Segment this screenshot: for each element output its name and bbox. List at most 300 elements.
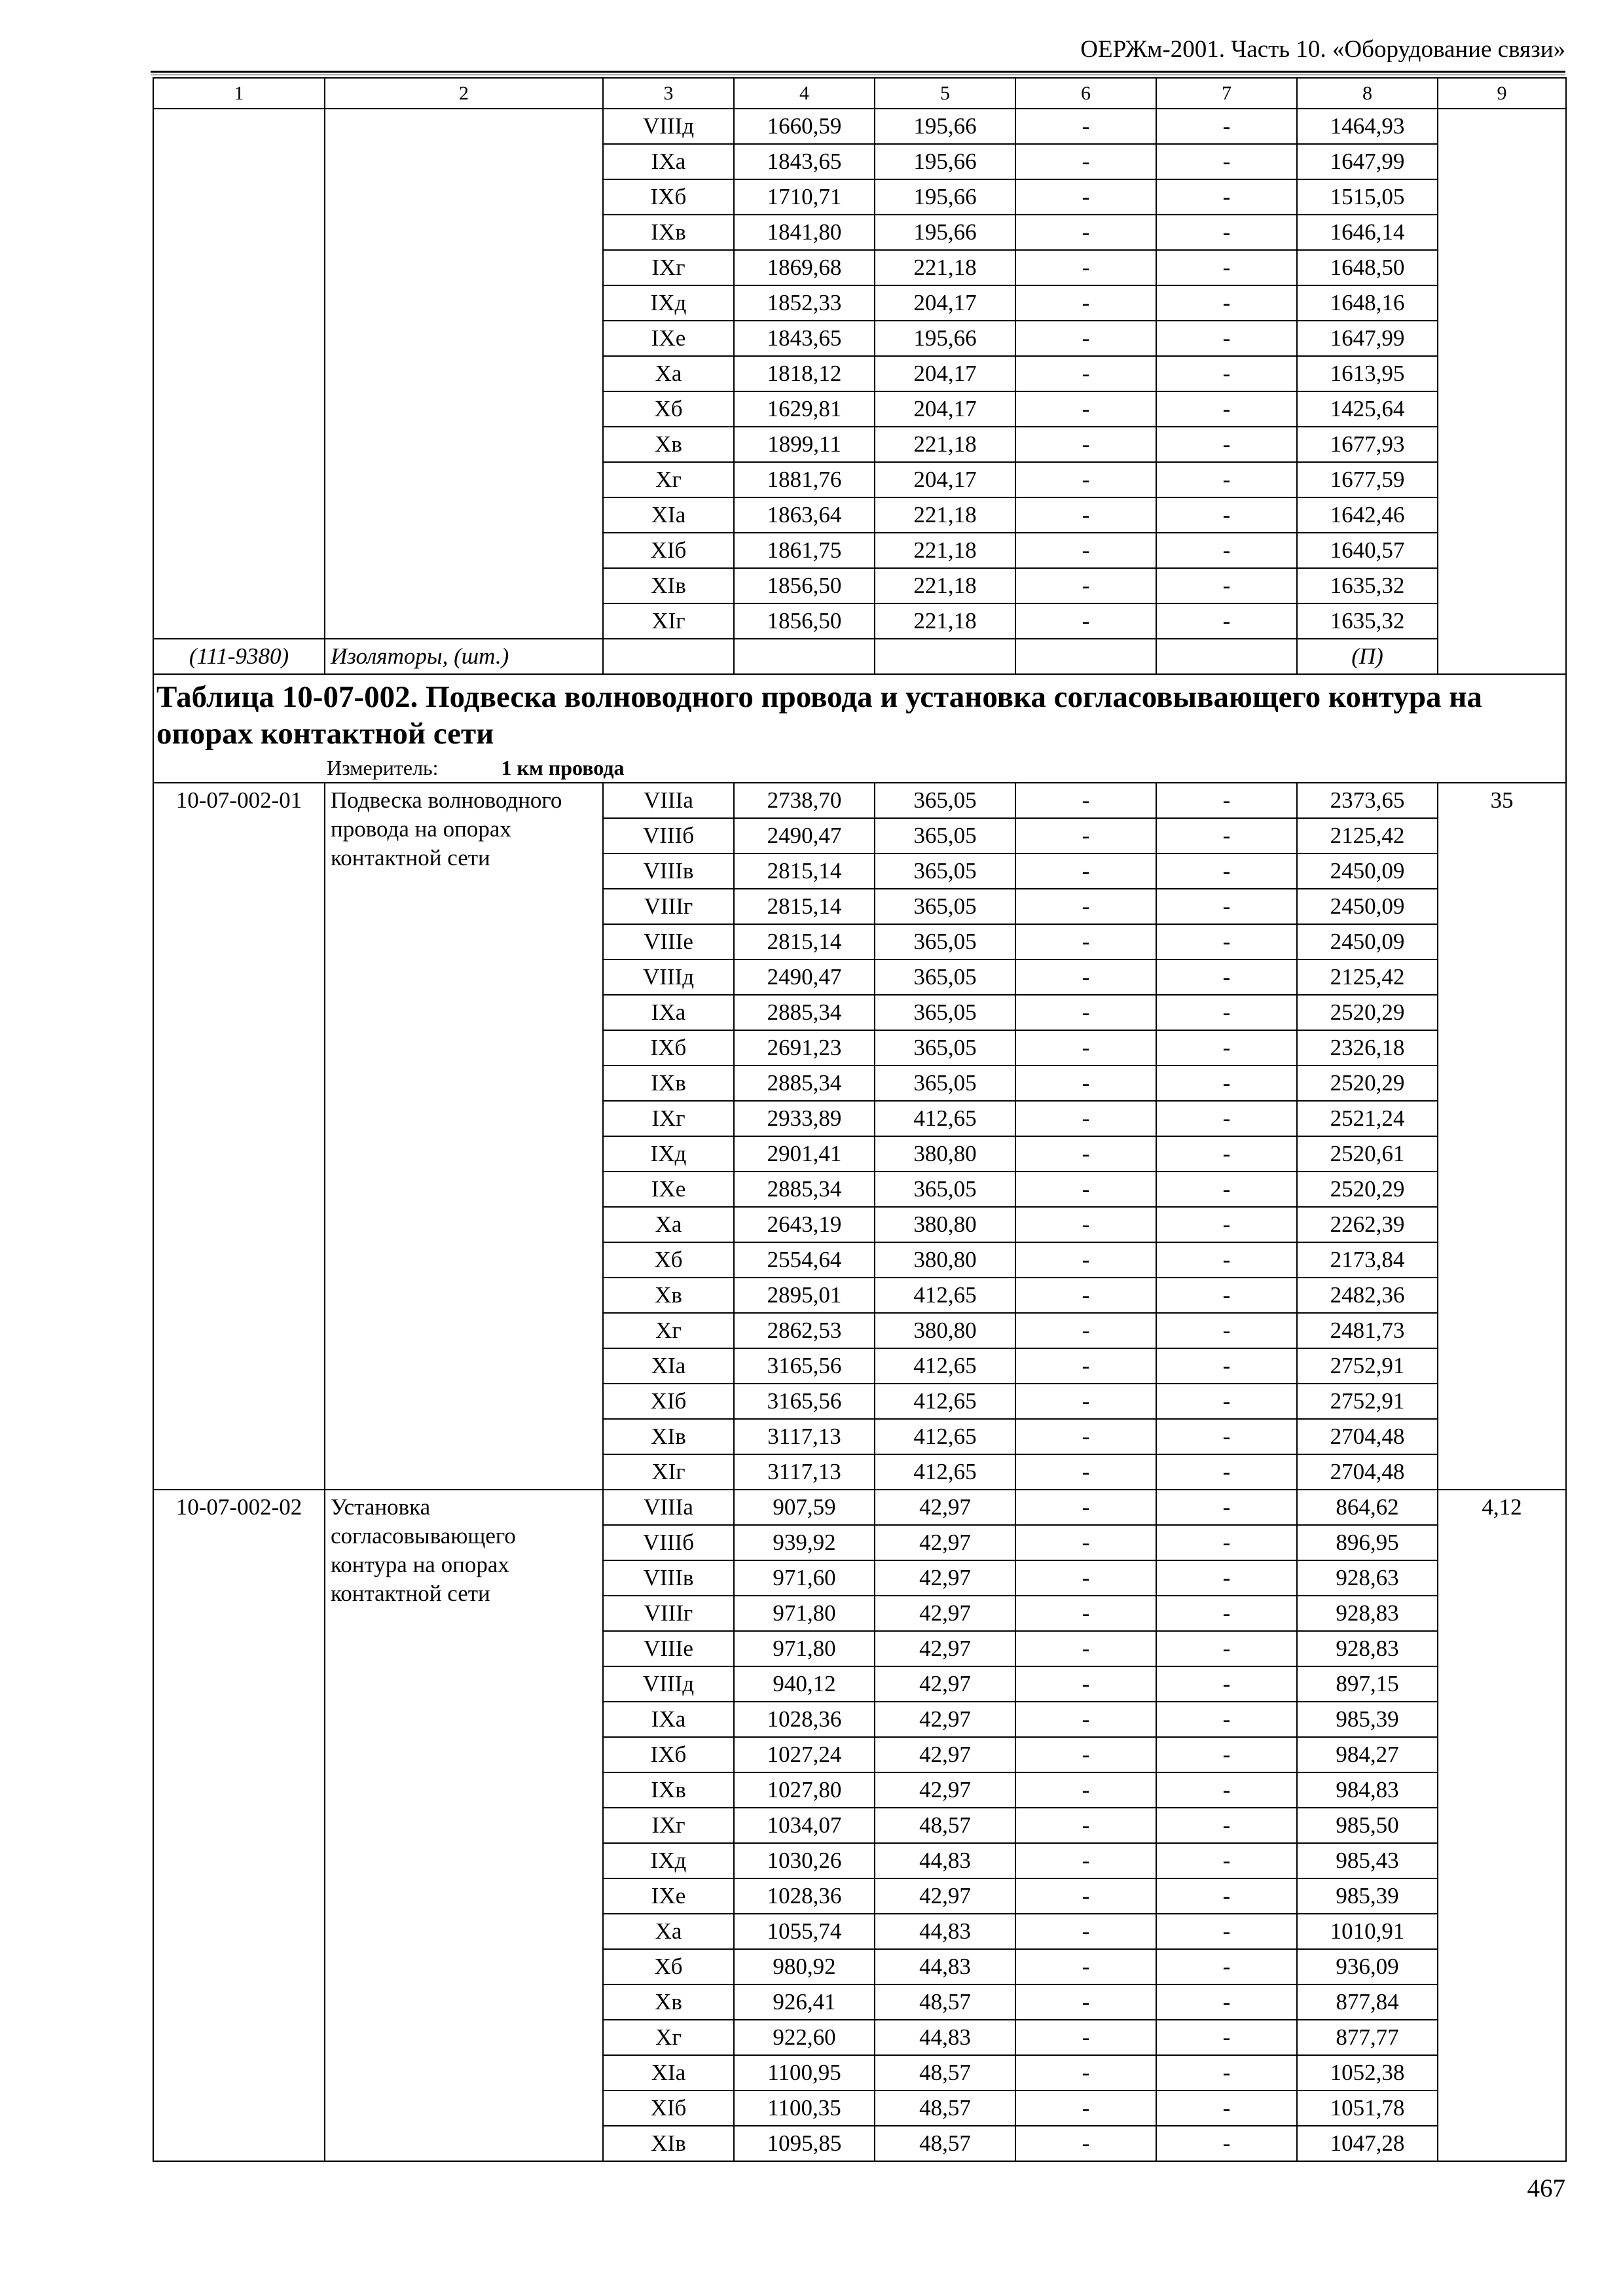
cell-c5: 44,83 [875,1914,1015,1949]
cell-c5: 42,97 [875,1772,1015,1808]
cell-c4: 2643,19 [734,1207,875,1242]
cell-c8: 1648,16 [1297,285,1438,321]
cell-c5: 42,97 [875,1737,1015,1772]
cell-c5: 48,57 [875,2090,1015,2126]
cell-c3: VIIIа [603,783,734,818]
cell-c5: 412,65 [875,1101,1015,1136]
cell-c4: 2738,70 [734,783,875,818]
cell-c8: 1677,59 [1297,462,1438,497]
cell-c4: 2933,89 [734,1101,875,1136]
cell-c3: VIIIд [603,1666,734,1702]
cell-c8: 2704,48 [1297,1419,1438,1454]
cell-c7: - [1156,1596,1297,1631]
cell-c8: 2482,36 [1297,1278,1438,1313]
cell-c7: - [1156,2055,1297,2090]
cell-c5: 204,17 [875,391,1015,427]
group-coefficient: 35 [1438,783,1566,1490]
cell-c4: 3165,56 [734,1348,875,1384]
cell-c8: 1677,93 [1297,427,1438,462]
cell-c7: - [1156,1525,1297,1560]
cell-c3: Xв [603,1278,734,1313]
cell-c7: - [1156,1666,1297,1702]
cell-c4: 1856,50 [734,568,875,603]
cell-c3: Xа [603,1914,734,1949]
cell-c6: - [1015,1313,1156,1348]
cell-c8: 2520,61 [1297,1136,1438,1172]
cell-c7: - [1156,179,1297,215]
cell-c7: - [1156,1984,1297,2020]
cell-c4: 2885,34 [734,995,875,1030]
cell-c8: 2450,09 [1297,853,1438,889]
material-unit: (П) [1297,639,1438,674]
cell-c8: 928,83 [1297,1631,1438,1666]
cell-c8: 936,09 [1297,1949,1438,1984]
cell-c7: - [1156,1702,1297,1737]
cell-c3: XIб [603,533,734,568]
cell-c8: 1646,14 [1297,215,1438,250]
cell-c8: 2704,48 [1297,1454,1438,1490]
cell-c8: 2521,24 [1297,1101,1438,1136]
cell-c8: 2173,84 [1297,1242,1438,1278]
cell-c8: 1640,57 [1297,533,1438,568]
cell-c6: - [1015,2055,1156,2090]
cell-c7: - [1156,568,1297,603]
cell-c7: - [1156,250,1297,285]
cell-c7: - [1156,1101,1297,1136]
cell-c7: - [1156,1560,1297,1596]
cell-c4: 1030,26 [734,1843,875,1878]
cell-c6: - [1015,1066,1156,1101]
cell-c6: - [1015,391,1156,427]
column-number-cell: 3 [603,78,734,109]
cell-c5: 221,18 [875,533,1015,568]
cell-c7: - [1156,995,1297,1030]
cell-c3: IXе [603,1878,734,1914]
coefficient-cell [1438,109,1566,639]
cell-c6: - [1015,285,1156,321]
cell-c3: IXа [603,995,734,1030]
cell-c5: 380,80 [875,1207,1015,1242]
cell-c4: 3117,13 [734,1454,875,1490]
cell-c6: - [1015,2090,1156,2126]
cell-c8: 1515,05 [1297,179,1438,215]
cell-c4: 922,60 [734,2020,875,2055]
cell-c6: - [1015,2126,1156,2161]
cell-c8: 2373,65 [1297,783,1438,818]
cell-c6: - [1015,1101,1156,1136]
cell-c8: 2450,09 [1297,889,1438,924]
cell-c5: 48,57 [875,2055,1015,2090]
cell-c4: 1095,85 [734,2126,875,2161]
cell-c7: - [1156,818,1297,853]
cell-c3: Xа [603,1207,734,1242]
cell-c6: - [1015,1949,1156,1984]
cell-c3: IXг [603,250,734,285]
cell-c5: 48,57 [875,1984,1015,2020]
cell-c6: - [1015,533,1156,568]
cell-c4: 1861,75 [734,533,875,568]
cell-c5: 48,57 [875,2126,1015,2161]
cell-c3: VIIIб [603,818,734,853]
cell-c5: 221,18 [875,568,1015,603]
cell-c4: 2885,34 [734,1066,875,1101]
cell-c3: Xб [603,1242,734,1278]
cell-c5: 42,97 [875,1525,1015,1560]
cell-c6: - [1015,1666,1156,1702]
cell-c4: 2490,47 [734,960,875,995]
cell-c5: 365,05 [875,1172,1015,1207]
cell-c3: XIб [603,1384,734,1419]
cell-c3: Xг [603,462,734,497]
caption-row [153,674,1566,753]
cell-c4: 939,92 [734,1525,875,1560]
cell-c6: - [1015,568,1156,603]
cell-c3: IXе [603,1172,734,1207]
material-code: (111-9380) [153,639,325,674]
cell-c5: 412,65 [875,1348,1015,1384]
cell-c7: - [1156,889,1297,924]
cell-c3: VIIIе [603,1631,734,1666]
cell-c4: 1028,36 [734,1878,875,1914]
cell-c4: 971,60 [734,1560,875,1596]
cell-c8: 928,83 [1297,1596,1438,1631]
cell-c7: - [1156,1490,1297,1525]
cell-c5: 380,80 [875,1313,1015,1348]
cell-c7: - [1156,1949,1297,1984]
cell-c4: 1034,07 [734,1808,875,1843]
cell-c7: - [1156,1207,1297,1242]
cell-c4: 926,41 [734,1984,875,2020]
measure-row [153,753,1566,783]
cell-c6: - [1015,853,1156,889]
cell-c6: - [1015,321,1156,356]
cell-c3: Xг [603,2020,734,2055]
cell-c3: XIг [603,1454,734,1490]
cell-c8: 2520,29 [1297,1066,1438,1101]
cell-c8: 2752,91 [1297,1348,1438,1384]
cell-c6: - [1015,995,1156,1030]
cell-c7: - [1156,1242,1297,1278]
material-row [153,639,1566,674]
cell-c4: 2895,01 [734,1278,875,1313]
measure-cell [153,753,1566,783]
empty-cell [734,639,875,674]
cell-c8: 1052,38 [1297,2055,1438,2090]
cell-c3: IXд [603,1136,734,1172]
column-number-cell: 5 [875,78,1015,109]
cell-c7: - [1156,1313,1297,1348]
cell-c8: 2520,29 [1297,995,1438,1030]
table-row [153,783,1566,818]
cell-c8: 928,63 [1297,1560,1438,1596]
cell-c5: 412,65 [875,1419,1015,1454]
cell-c7: - [1156,1278,1297,1313]
cell-c4: 2554,64 [734,1242,875,1278]
cell-c4: 1818,12 [734,356,875,391]
cell-c4: 1055,74 [734,1914,875,1949]
cell-c8: 2520,29 [1297,1172,1438,1207]
cell-c3: XIа [603,497,734,533]
table-row [153,109,1566,144]
cell-c5: 412,65 [875,1278,1015,1313]
cell-c7: - [1156,462,1297,497]
cell-c4: 1869,68 [734,250,875,285]
cell-c3: IXд [603,285,734,321]
cell-c3: VIIIе [603,924,734,960]
cell-c4: 1027,80 [734,1772,875,1808]
cell-c6: - [1015,1384,1156,1419]
cell-c6: - [1015,462,1156,497]
cell-c6: - [1015,179,1156,215]
cell-c5: 221,18 [875,250,1015,285]
cell-c6: - [1015,1419,1156,1454]
material-name: Изоляторы, (шт.) [325,639,603,674]
cell-c7: - [1156,924,1297,960]
cell-c3: VIIIв [603,1560,734,1596]
cell-c4: 1100,35 [734,2090,875,2126]
cell-c5: 221,18 [875,427,1015,462]
cell-c4: 971,80 [734,1596,875,1631]
cell-c3: IXб [603,1737,734,1772]
cell-c5: 380,80 [875,1242,1015,1278]
cell-c7: - [1156,144,1297,179]
cell-c5: 412,65 [875,1384,1015,1419]
cell-c7: - [1156,1631,1297,1666]
cell-c5: 195,66 [875,179,1015,215]
measure-value: 1 км провода [501,756,625,780]
cell-c7: - [1156,1914,1297,1949]
cell-c3: VIIIд [603,109,734,144]
cell-c3: XIв [603,568,734,603]
cell-c6: - [1015,2020,1156,2055]
cell-c6: - [1015,109,1156,144]
cell-c3: IXв [603,1772,734,1808]
cell-c6: - [1015,427,1156,462]
cell-c7: - [1156,853,1297,889]
cell-c3: XIб [603,2090,734,2126]
cell-c7: - [1156,960,1297,995]
cell-c8: 985,50 [1297,1808,1438,1843]
cell-c3: Xа [603,356,734,391]
cell-c4: 1841,80 [734,215,875,250]
cell-c4: 1843,65 [734,144,875,179]
column-number-cell: 8 [1297,78,1438,109]
cell-c6: - [1015,1242,1156,1278]
cell-c5: 42,97 [875,1702,1015,1737]
cell-c5: 42,97 [875,1878,1015,1914]
cell-c8: 2450,09 [1297,924,1438,960]
cell-c5: 44,83 [875,1949,1015,1984]
cell-c8: 1635,32 [1297,603,1438,639]
cell-c3: XIа [603,1348,734,1384]
cell-c8: 1648,50 [1297,250,1438,285]
cell-c4: 1852,33 [734,285,875,321]
cell-c5: 204,17 [875,285,1015,321]
cell-c7: - [1156,1172,1297,1207]
cell-c3: VIIIа [603,1490,734,1525]
cell-c7: - [1156,1772,1297,1808]
cell-c5: 365,05 [875,783,1015,818]
description-cell [325,109,603,639]
cell-c7: - [1156,2090,1297,2126]
empty-cell [603,639,734,674]
cell-c3: XIв [603,2126,734,2161]
cell-c6: - [1015,889,1156,924]
cell-c6: - [1015,356,1156,391]
cell-c8: 1613,95 [1297,356,1438,391]
cell-c6: - [1015,1984,1156,2020]
empty-cell [1156,639,1297,674]
cell-c6: - [1015,1454,1156,1490]
cell-c8: 2262,39 [1297,1207,1438,1242]
cell-c6: - [1015,1348,1156,1384]
cell-c6: - [1015,1596,1156,1631]
cell-c4: 971,80 [734,1631,875,1666]
cell-c5: 365,05 [875,1030,1015,1066]
cell-c5: 204,17 [875,462,1015,497]
cell-c4: 2885,34 [734,1172,875,1207]
cell-c3: VIIIд [603,960,734,995]
cell-c5: 42,97 [875,1490,1015,1525]
cell-c4: 1899,11 [734,427,875,462]
cell-c5: 42,97 [875,1666,1015,1702]
group-code: 10-07-002-01 [153,783,325,1490]
cell-c3: Xг [603,1313,734,1348]
cell-c5: 365,05 [875,818,1015,853]
cell-c8: 1642,46 [1297,497,1438,533]
cell-c3: Xб [603,391,734,427]
cell-c7: - [1156,285,1297,321]
cell-c3: VIIIг [603,1596,734,1631]
cell-c7: - [1156,1737,1297,1772]
cell-c4: 2901,41 [734,1136,875,1172]
cell-c3: IXг [603,1101,734,1136]
cell-c6: - [1015,1525,1156,1560]
cell-c7: - [1156,1843,1297,1878]
cell-c3: VIIIб [603,1525,734,1560]
coefficient-cell [1438,639,1566,674]
group-code: 10-07-002-02 [153,1490,325,2161]
column-number-cell: 9 [1438,78,1566,109]
cell-c4: 980,92 [734,1949,875,1984]
cell-c6: - [1015,1560,1156,1596]
cell-c7: - [1156,1030,1297,1066]
cell-c4: 3165,56 [734,1384,875,1419]
cell-c8: 985,39 [1297,1702,1438,1737]
cell-c3: Xб [603,1949,734,1984]
cell-c7: - [1156,1454,1297,1490]
cell-c8: 864,62 [1297,1490,1438,1525]
cell-c6: - [1015,1843,1156,1878]
cell-c7: - [1156,109,1297,144]
column-number-cell: 1 [153,78,325,109]
cell-c5: 365,05 [875,995,1015,1030]
cell-c5: 204,17 [875,356,1015,391]
cell-c4: 1100,95 [734,2055,875,2090]
cell-c7: - [1156,427,1297,462]
cell-c4: 2815,14 [734,924,875,960]
cell-c7: - [1156,1419,1297,1454]
cell-c8: 1047,28 [1297,2126,1438,2161]
empty-cell [875,639,1015,674]
cell-c6: - [1015,1136,1156,1172]
cell-c7: - [1156,533,1297,568]
cell-c6: - [1015,783,1156,818]
cell-c4: 3117,13 [734,1419,875,1454]
cell-c6: - [1015,1914,1156,1949]
cell-c6: - [1015,818,1156,853]
cell-c6: - [1015,215,1156,250]
cell-c4: 2815,14 [734,889,875,924]
cell-c8: 1647,99 [1297,321,1438,356]
cell-c7: - [1156,356,1297,391]
cell-c8: 2481,73 [1297,1313,1438,1348]
cell-c4: 1629,81 [734,391,875,427]
cell-c3: XIг [603,603,734,639]
code-cell [153,109,325,639]
cell-c5: 365,05 [875,924,1015,960]
cell-c3: XIв [603,1419,734,1454]
cell-c4: 1027,24 [734,1737,875,1772]
cell-c4: 1660,59 [734,109,875,144]
cell-c6: - [1015,144,1156,179]
cell-c3: IXе [603,321,734,356]
cell-c8: 1425,64 [1297,391,1438,427]
cell-c5: 48,57 [875,1808,1015,1843]
cell-c8: 984,27 [1297,1737,1438,1772]
cell-c8: 1010,91 [1297,1914,1438,1949]
cell-c5: 380,80 [875,1136,1015,1172]
cell-c6: - [1015,1737,1156,1772]
cell-c6: - [1015,497,1156,533]
cell-c7: - [1156,2020,1297,2055]
cell-c7: - [1156,783,1297,818]
cell-c8: 985,39 [1297,1878,1438,1914]
cell-c4: 1710,71 [734,179,875,215]
cell-c4: 2815,14 [734,853,875,889]
table-body [153,78,1566,2161]
cell-c6: - [1015,1878,1156,1914]
cell-c5: 365,05 [875,853,1015,889]
column-number-cell: 4 [734,78,875,109]
measure-label: Измеритель: [327,756,439,780]
cell-c6: - [1015,1207,1156,1242]
cell-c5: 365,05 [875,889,1015,924]
column-number-cell: 7 [1156,78,1297,109]
cell-c3: IXа [603,1702,734,1737]
cell-c7: - [1156,1066,1297,1101]
table-row [153,1490,1566,1525]
cell-c6: - [1015,1030,1156,1066]
cell-c4: 1028,36 [734,1702,875,1737]
cell-c3: VIIIг [603,889,734,924]
cell-c8: 1635,32 [1297,568,1438,603]
cell-c7: - [1156,1878,1297,1914]
cell-c6: - [1015,960,1156,995]
cell-c4: 2691,23 [734,1030,875,1066]
cell-c5: 365,05 [875,960,1015,995]
cell-c8: 1647,99 [1297,144,1438,179]
cell-c4: 2490,47 [734,818,875,853]
cell-c8: 1464,93 [1297,109,1438,144]
cell-c7: - [1156,1384,1297,1419]
cell-c8: 897,15 [1297,1666,1438,1702]
cell-c8: 2125,42 [1297,960,1438,995]
cell-c3: IXг [603,1808,734,1843]
cell-c8: 985,43 [1297,1843,1438,1878]
cell-c5: 44,83 [875,2020,1015,2055]
group-name: Установка согласовывающего контура на опорах контактной сети [325,1490,603,2161]
